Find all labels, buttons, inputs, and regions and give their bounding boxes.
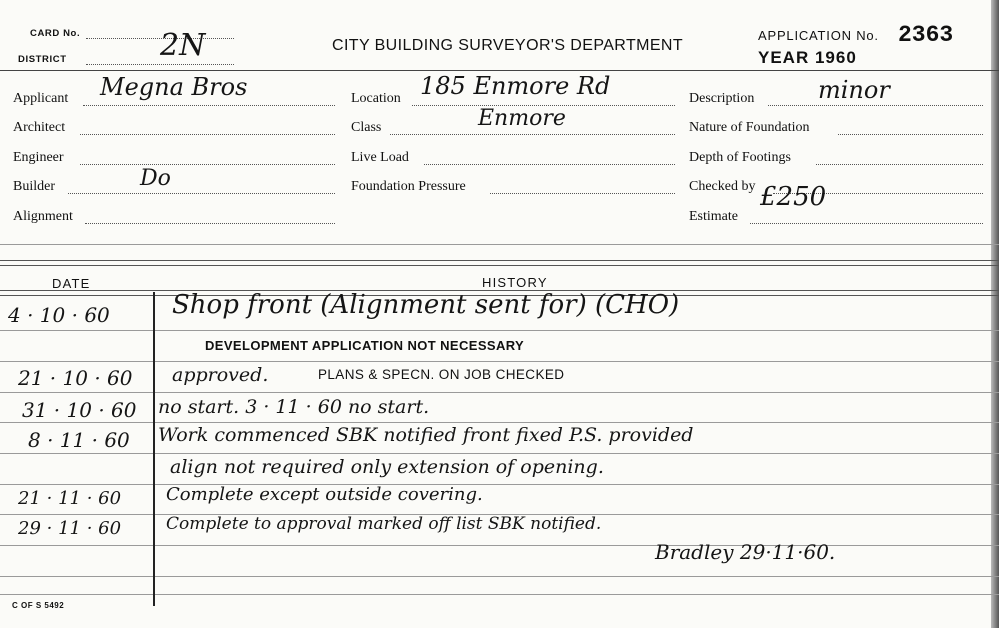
plans-checked-stamp: PLANS & SPECN. ON JOB CHECKED [318, 367, 565, 382]
card-edge-shadow [991, 0, 999, 628]
estimate-line [750, 223, 983, 224]
history-column-header: HISTORY [482, 275, 548, 290]
builder-line [68, 193, 335, 194]
ruled-line [0, 392, 999, 393]
alignment-line [85, 223, 335, 224]
architect-line [80, 134, 335, 135]
history-date: 8 · 11 · 60 [28, 428, 130, 452]
foundation-pressure-label: Foundation Pressure [351, 179, 466, 194]
header-divider [0, 70, 999, 71]
builder-value: Do [140, 166, 171, 191]
applicant-label: Applicant [13, 91, 69, 106]
nature-of-foundation-line [838, 134, 983, 135]
history-text: Work commenced SBK notified front fixed P.S. provided [158, 424, 694, 446]
applicant-value: Megna Bros [100, 73, 248, 101]
district-value: 2N [160, 28, 206, 63]
location-value: 185 Enmore Rd [420, 72, 611, 100]
history-date: 21 · 11 · 60 [18, 488, 122, 509]
history-date: 4 · 10 · 60 [8, 303, 110, 327]
alignment-label: Alignment [13, 209, 73, 224]
ruled-line [0, 361, 999, 362]
history-text: approved. [172, 364, 269, 386]
estimate-label: Estimate [689, 209, 738, 224]
district-line [86, 64, 234, 65]
depth-of-footings-line [816, 164, 983, 165]
signature: Bradley 29·11·60. [655, 540, 836, 564]
history-text: Complete to approval marked off list SBK notified. [166, 514, 602, 534]
description-value: minor [818, 76, 890, 104]
card-no-label: CARD No. [30, 28, 81, 39]
nature-of-foundation-label: Nature of Foundation [689, 120, 810, 135]
date-column-header: DATE [52, 276, 91, 291]
ruled-line [0, 545, 999, 546]
location-label: Location [351, 91, 401, 106]
history-date: 29 · 11 · 60 [18, 518, 122, 539]
builder-label: Builder [13, 179, 55, 194]
ruled-line [0, 594, 999, 595]
depth-of-footings-label: Depth of Footings [689, 150, 791, 165]
class-label: Class [351, 120, 382, 135]
description-line [768, 105, 983, 106]
engineer-label: Engineer [13, 150, 64, 165]
district-label: DISTRICT [18, 54, 67, 65]
class-line [390, 134, 675, 135]
checked-by-label: Checked by [689, 179, 756, 194]
application-no-label: APPLICATION No. [758, 28, 879, 43]
class-value: Enmore [478, 106, 566, 131]
history-date: 31 · 10 · 60 [22, 398, 137, 422]
ruled-line [0, 330, 999, 331]
year-label: YEAR 1960 [758, 48, 857, 67]
applicant-line [83, 105, 335, 106]
foundation-pressure-line [490, 193, 675, 194]
history-date: 21 · 10 · 60 [18, 366, 133, 390]
history-text: no start. 3 · 11 · 60 no start. [158, 396, 430, 418]
history-top-double-rule [0, 260, 999, 266]
description-label: Description [689, 91, 755, 106]
engineer-line [80, 164, 335, 165]
department-title: CITY BUILDING SURVEYOR'S DEPARTMENT [332, 37, 684, 54]
development-stamp: DEVELOPMENT APPLICATION NOT NECESSARY [205, 338, 525, 353]
ruled-line [0, 453, 999, 454]
history-text: align not required only extension of opening. [170, 456, 604, 478]
date-column-divider [153, 292, 155, 606]
ruled-line [0, 576, 999, 577]
live-load-label: Live Load [351, 150, 409, 165]
estimate-value: £250 [760, 182, 827, 212]
ruled-line [0, 484, 999, 485]
history-text: Shop front (Alignment sent for) (CHO) [172, 290, 680, 320]
section-rule [0, 244, 999, 245]
architect-label: Architect [13, 120, 66, 135]
form-number: C OF S 5492 [12, 601, 65, 610]
application-number: 2363 [898, 22, 954, 48]
live-load-line [424, 164, 675, 165]
history-text: Complete except outside covering. [166, 484, 483, 505]
ruled-line [0, 422, 999, 423]
